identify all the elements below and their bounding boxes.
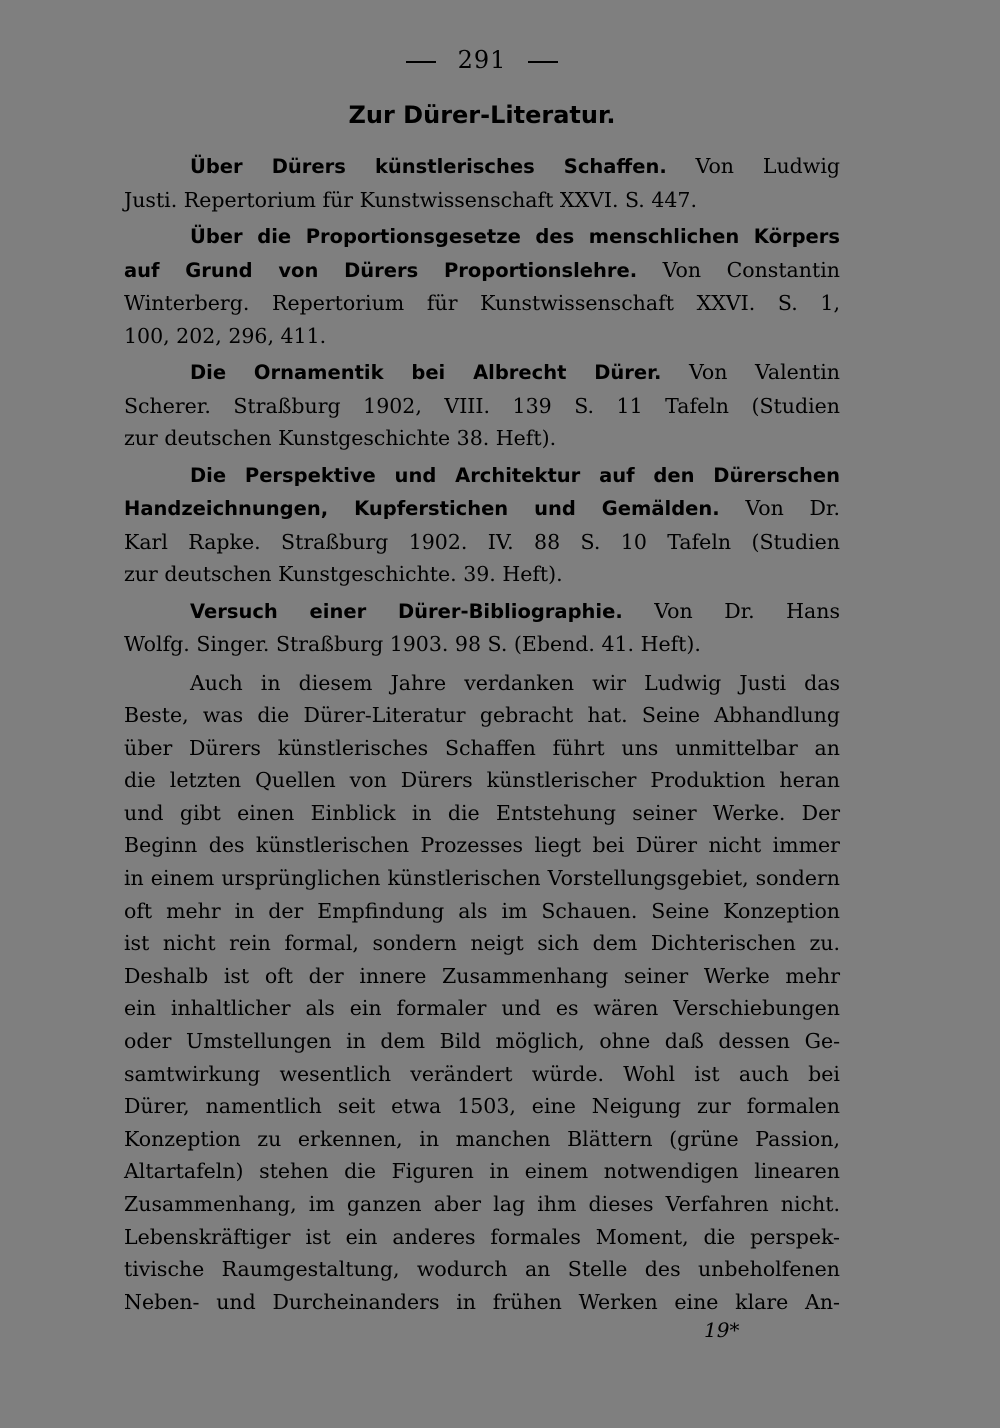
entry-line (124, 390, 840, 423)
paragraph-line: ein inhaltlicher als ein formaler und es wären Verschiebungen (124, 996, 840, 1021)
entry-line (124, 459, 840, 493)
paragraph-line: Neben- und Durcheinanders in frühen Werken eine klare An- (124, 1289, 840, 1314)
entry-line (124, 287, 840, 320)
page-number: 291 (457, 46, 507, 74)
entry-line (124, 356, 840, 390)
paragraph-line: über Dürers künstlerisches Schaffen führt uns unmittelbar an (124, 735, 840, 760)
paragraph-line: Beginn des künstlerischen Prozesses liegt bei Dürer nicht immer (124, 833, 840, 858)
paragraph-line: oder Umstellungen in dem Bild möglich, ohne daß dessen Ge- (124, 1029, 840, 1054)
signature-mark: 19* (704, 1318, 740, 1342)
bibliography-entry (124, 150, 840, 216)
entry-text: 100, 202, 296, 411. (124, 323, 327, 348)
entry-text: Wolfg. Singer. Straßburg 1903. 98 S. (Ebend. 41. Heft). (124, 632, 701, 656)
entry-text: Karl Rapke. Straßburg 1902. IV. 88 S. 10 Tafeln (Studien (124, 529, 840, 554)
paragraph-line: samtwirkung wesentlich verändert würde. Wohl ist auch bei (124, 1061, 840, 1086)
entry-text: zur deutschen Kunstgeschichte 38. Heft). (124, 426, 557, 450)
entry-line (124, 558, 840, 591)
entry-author: Von Dr. Hans (622, 598, 841, 623)
entry-text: Justi. Repertorium für Kunstwissenschaft XXVI. S. 447. (124, 187, 697, 212)
entry-line (124, 628, 840, 661)
bibliography-entry (124, 356, 840, 455)
paragraph-line: Beste, was die Dürer-Literatur gebracht hat. Seine Abhandlung (124, 703, 840, 728)
entry-author: Von Ludwig (666, 154, 840, 178)
paragraph-line: Dürer, namentlich seit etwa 1503, eine Neigung zur formalen (124, 1094, 840, 1119)
entry-line (124, 150, 840, 184)
entry-line (124, 595, 840, 629)
entry-title: Handzeichnungen, Kupferstichen und Gemälden. (124, 497, 720, 520)
entry-line (124, 526, 840, 559)
bibliography-entry (124, 459, 840, 591)
entry-title: Über die Proportionsgesetze des menschlichen Körpers (190, 225, 840, 248)
entry-line (124, 254, 840, 288)
paragraph-line: und gibt einen Einblick in die Entstehung seiner Werke. Der (124, 800, 840, 825)
paragraph-line: ist nicht rein formal, sondern neigt sich dem Dichterischen zu. (124, 931, 840, 956)
document-page (124, 40, 840, 1318)
paragraph-line: Deshalb ist oft der innere Zusammenhang seiner Werke mehr (124, 963, 840, 988)
paragraph-line: Zusammenhang, im ganzen aber lag ihm dieses Verfahren nicht. (124, 1192, 840, 1216)
entry-text: zur deutschen Kunstgeschichte. 39. Heft). (124, 562, 563, 586)
entry-author: Von Constantin (637, 257, 840, 282)
paragraph-line: oft mehr in der Empfindung als im Schauen. Seine Konzeption (124, 898, 840, 923)
entry-title: Die Perspektive und Architektur auf den Dürerschen (190, 463, 840, 487)
dash-right (528, 61, 558, 63)
paragraph-line: in einem ursprünglichen künstlerischen Vorstellungsgebiet, sondern (124, 866, 840, 891)
entry-line (124, 492, 840, 526)
dash-left (406, 61, 436, 63)
entry-line (124, 220, 840, 254)
bibliography-entries (124, 150, 840, 661)
entry-line (124, 422, 840, 455)
entry-title: Über Dürers künstlerisches Schaffen. (190, 155, 667, 178)
entry-text: Winterberg. Repertorium für Kunstwissenschaft XXVI. S. 1, (124, 291, 840, 315)
paragraph-line: Auch in diesem Jahre verdanken wir Ludwig Justi das (190, 670, 840, 695)
bibliography-entry (124, 220, 840, 352)
page-number-header (124, 40, 840, 80)
entry-title: Die Ornamentik bei Albrecht Dürer. (190, 361, 662, 384)
entry-author: Von Valentin (661, 360, 840, 384)
entry-author: Von Dr. (719, 496, 840, 520)
entry-line (124, 184, 840, 217)
paragraph-line: Lebenskräftiger ist ein anderes formales Moment, die perspek- (124, 1224, 840, 1249)
entry-line (124, 320, 840, 353)
entry-title: auf Grund von Dürers Proportionslehre. (124, 258, 638, 282)
page-title: Zur Dürer-Literatur. (348, 101, 616, 129)
paragraph-line: tivische Raumgestaltung, wodurch an Stelle des unbeholfenen (124, 1257, 840, 1282)
entry-text: Scherer. Straßburg 1902, VIII. 139 S. 11 Tafeln (Studien (124, 393, 840, 418)
entry-title: Versuch einer Dürer-Bibliographie. (190, 599, 623, 623)
bibliography-entry (124, 595, 840, 661)
paragraph-line: Altartafeln) stehen die Figuren in einem notwendigen linearen (124, 1159, 840, 1184)
paragraph-line: Konzeption zu erkennen, in manchen Blättern (grüne Passion, (124, 1126, 840, 1151)
body-paragraph (124, 667, 840, 1319)
paragraph-line: die letzten Quellen von Dürers künstlerischer Produktion heran (124, 768, 840, 793)
